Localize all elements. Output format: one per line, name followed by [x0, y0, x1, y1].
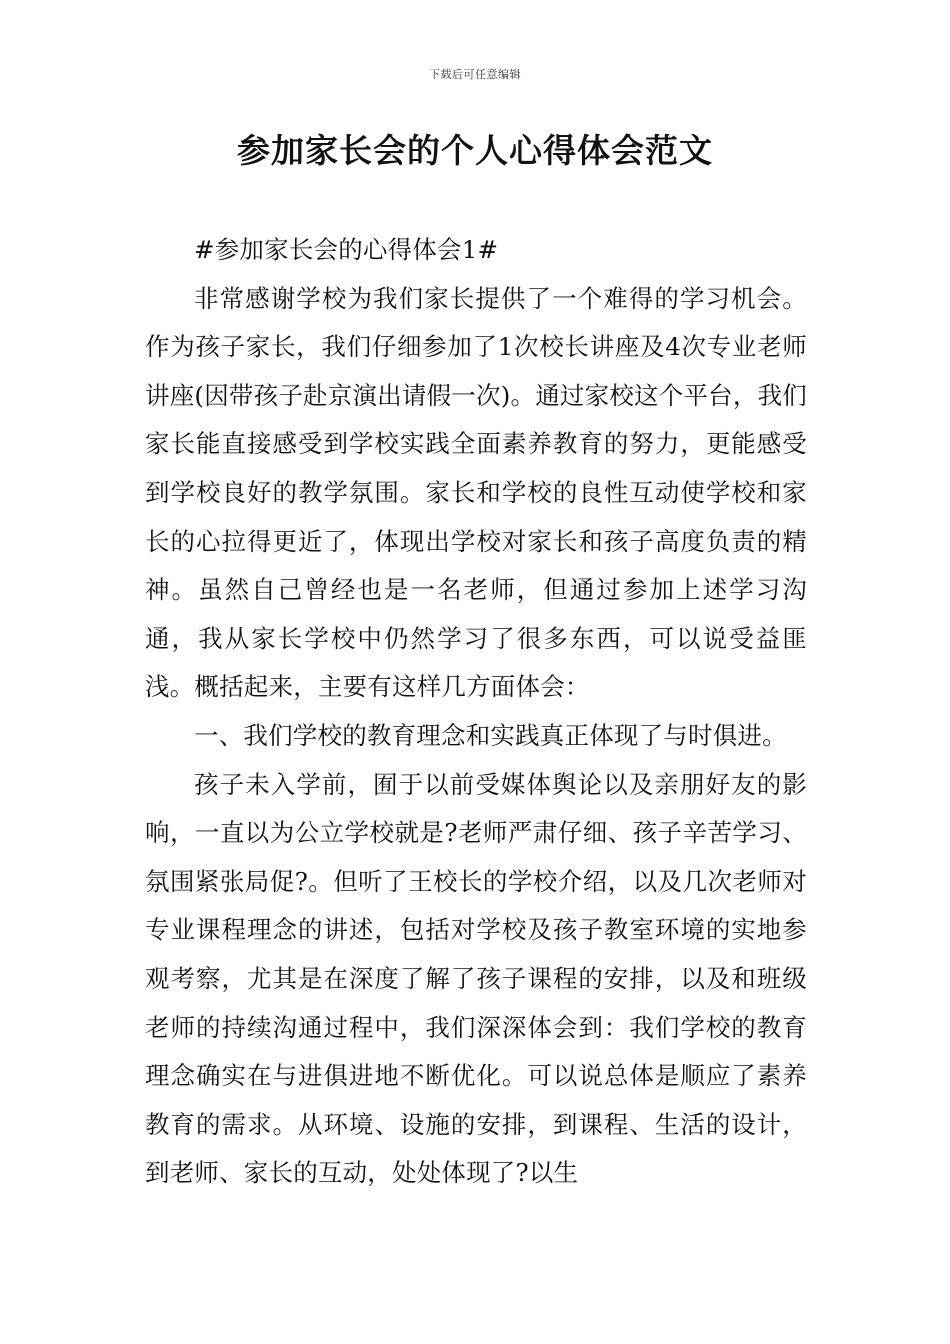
- body-paragraph: 非常感谢学校为我们家长提供了一个难得的学习机会。作为孩子家长，我们仔细参加了1次校长讲座及4次专业老师讲座(因带孩子赴京演出请假一次)。通过家校这个平台，我们家长能直接感受到学校实践全面素养教育的努力，更能感受到学校良好的教学氛围。家长和学校的良性互动使学校和家长的心拉得更近了，体现出学校对家长和孩子高度负责的精神。虽然自己曾经也是一名老师，但通过参加上述学习沟通，我从家长学校中仍然学习了很多东西，可以说受益匪浅。概括起来，主要有这样几方面体会：: [145, 283, 807, 702]
- section-heading: #参加家长会的心得体会1#: [194, 235, 499, 264]
- subsection-heading: 一、我们学校的教育理念和实践真正体现了与时俱进。: [194, 720, 787, 750]
- document-body: [145, 226, 807, 1198]
- header-note: 下载后可任意编辑: [429, 68, 521, 81]
- document-title: 参加家长会的个人心得体会范文: [237, 131, 713, 170]
- body-paragraph: 孩子未入学前，囿于以前受媒体舆论以及亲朋好友的影响，一直以为公立学校就是?老师严肃仔细、孩子辛苦学习、氛围紧张局促?。但听了王校长的学校介绍，以及几次老师对专业课程理念的讲述，包括对学校及孩子教室环境的实地参观考察，尤其是在深度了解了孩子课程的安排，以及和班级老师的持续沟通过程中，我们深深体会到：我们学校的教育理念确实在与进俱进地不断优化。可以说总体是顺应了素养教育的需求。从环境、设施的安排，到课程、生活的设计，到老师、家长的互动，处处体现了?以生: [145, 769, 807, 1188]
